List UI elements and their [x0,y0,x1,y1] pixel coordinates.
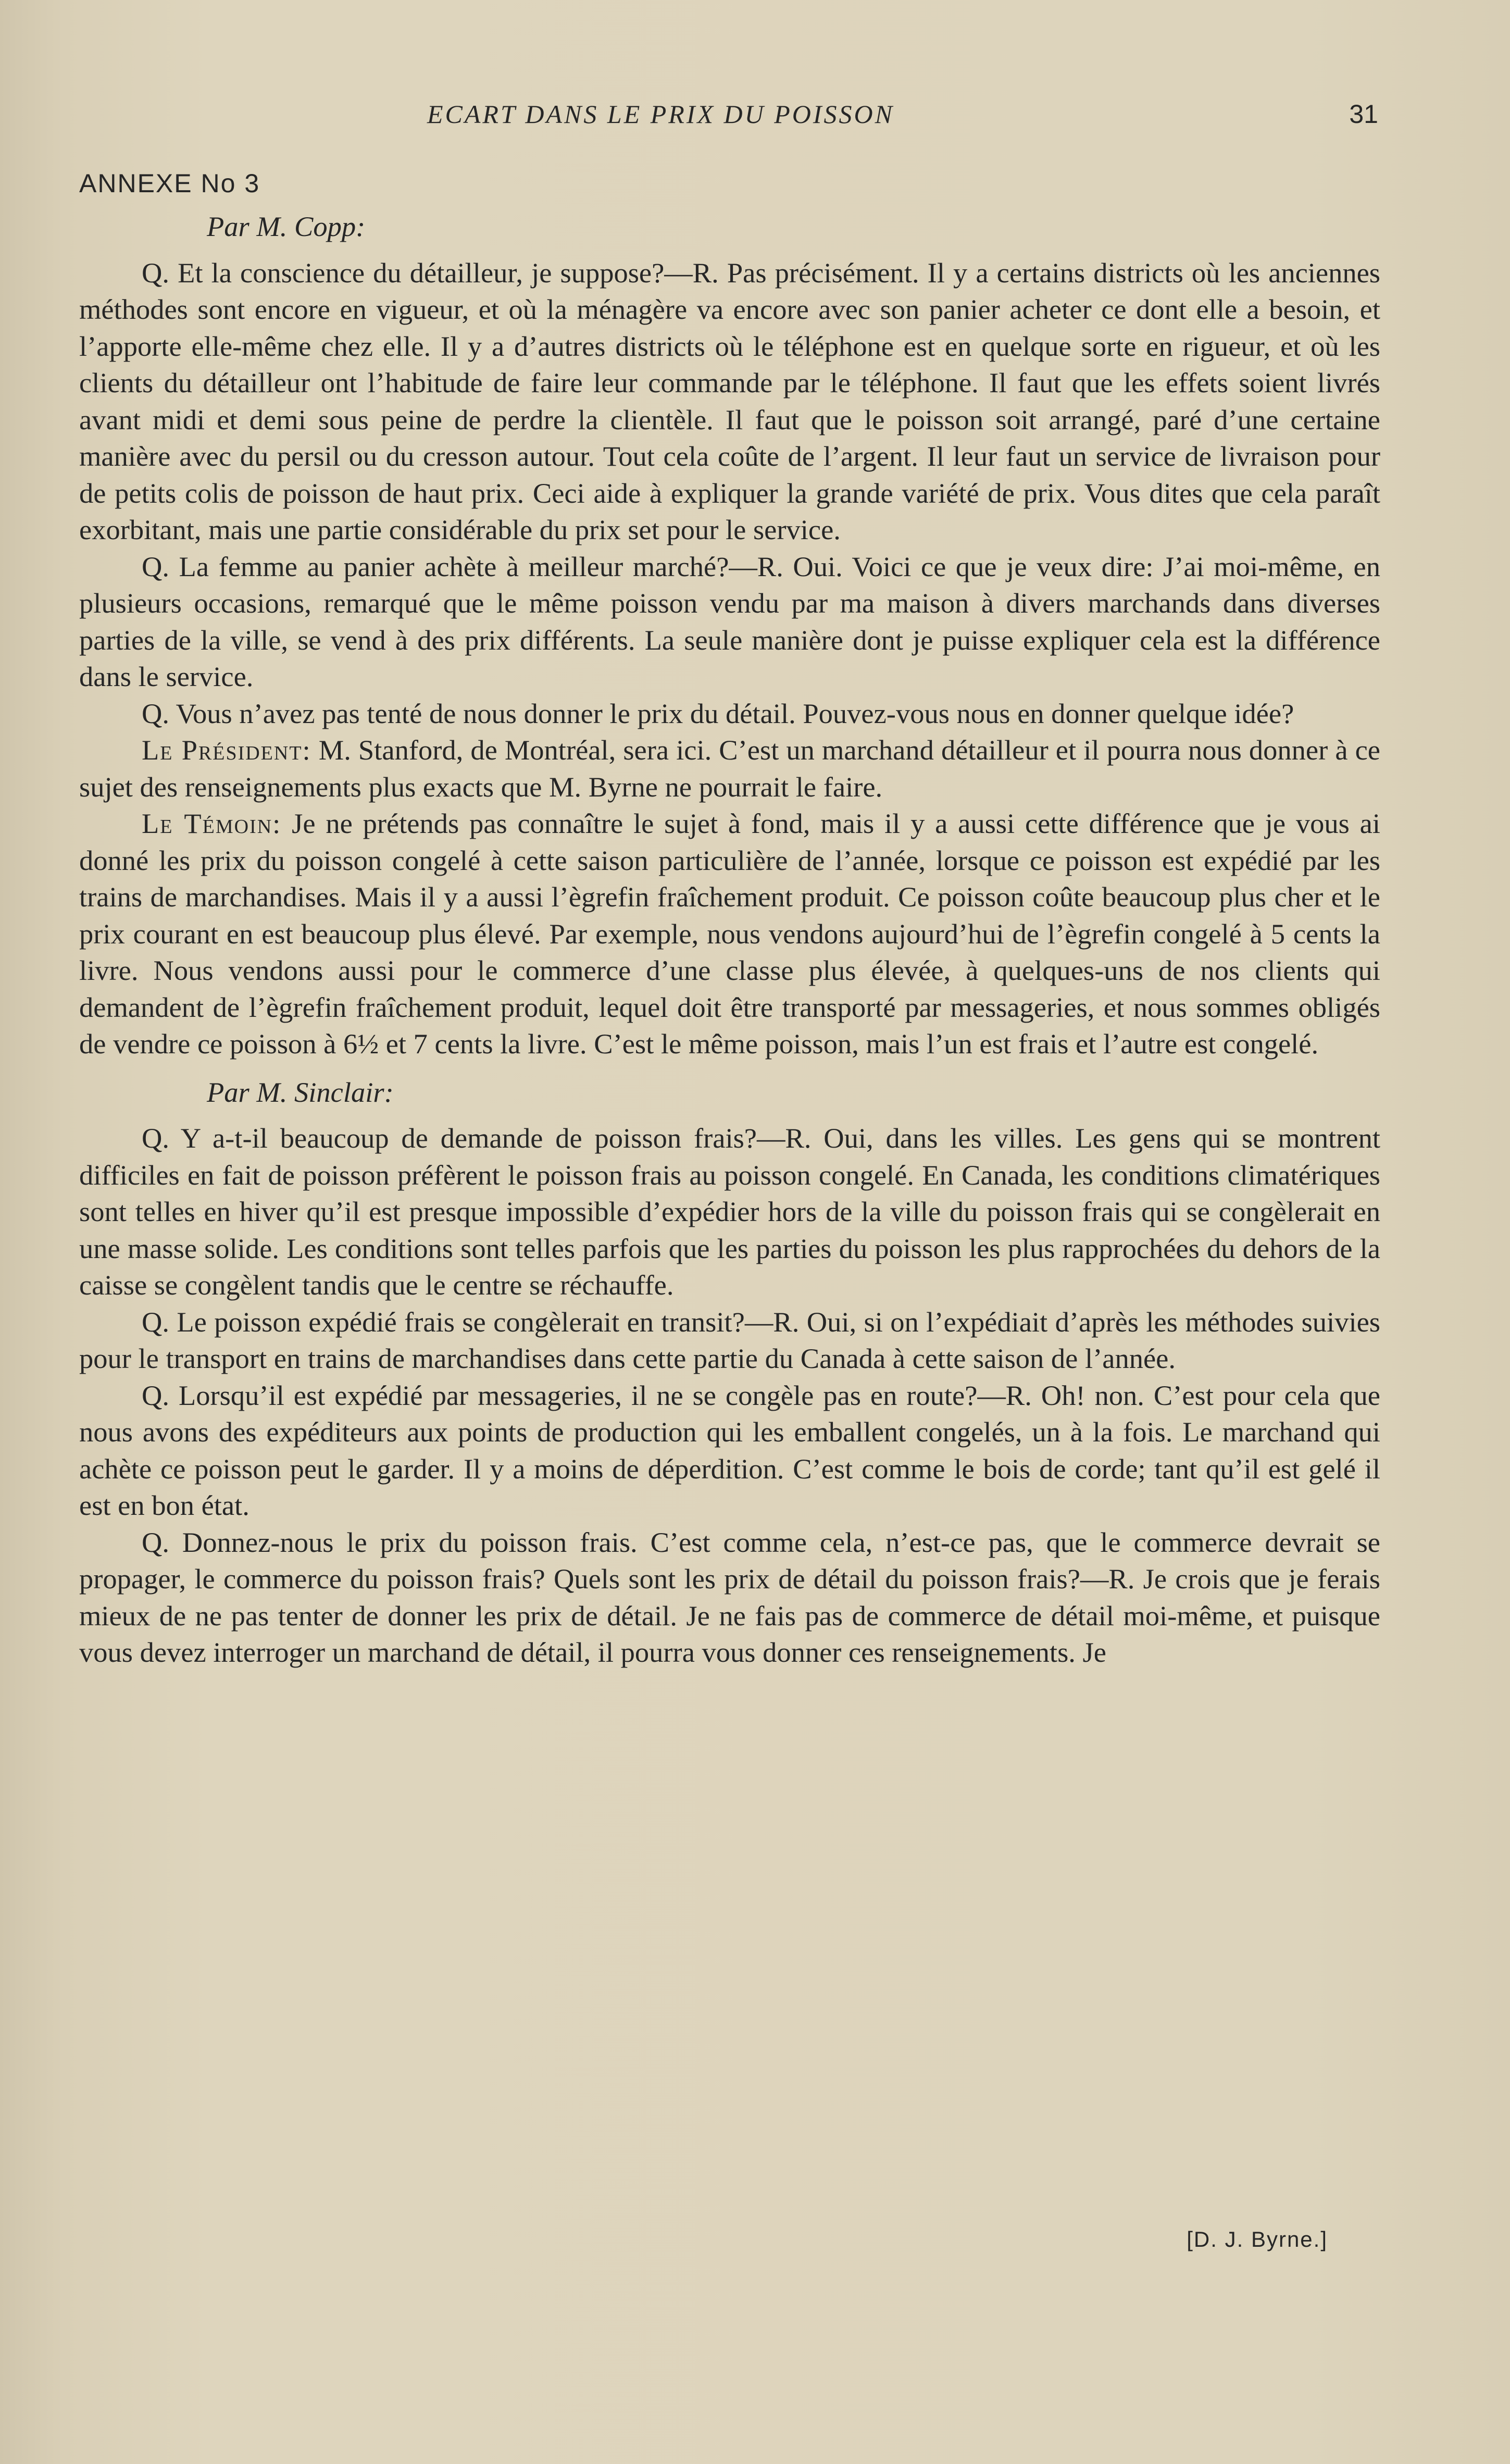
speaker-label: Le Témoin: [142,807,282,839]
paragraph-text: Q. Et la conscience du détailleur, je suppose?—R. Pas précisément. Il y a certains districts où les anciennes méthodes sont encore en vigueur, et où la ménagère va encore avec son panier acheter ce dont elle a besoin, et l’apporte elle-même chez elle. Il y a d’autres districts où le téléphone est en quelque sorte en rigueur, et où les clients du détailleur ont l’habitude de faire leur commande par le téléphone. Il faut que les effets soient livrés avant midi et demi sous peine de perdre la clientèle. Il faut que le poisson soit arrangé, paré d’une certaine manière avec du persil ou du cresson autour. Tout cela coûte de l’argent. Il leur faut un service de livraison pour de petits colis de poisson de haut prix. Ceci aide à expliquer la grande variété de prix. Vous dites que cela paraît exorbitant, mais une partie considérable du prix set pour le service. [79,256,1380,545]
annex-heading: ANNEXE No 3 [79,169,260,198]
paragraph-text: Je ne prétends pas connaître le sujet à fond, mais il y a aussi cette différence que je vous ai donné les prix du poisson congelé à cette saison particulière de l’année, lorsque ce poisson est expédié par les trains de marchandises. Mais il y a aussi l’ègrefin fraîchement produit. Ce poisson coûte beaucoup plus cher et le prix courant en est beaucoup plus élevé. Par exemple, nous vendons aujourd’hui de l’ègrefin congelé à 5 cents la livre. Nous vendons aussi pour le commerce d’une classe plus élevée, à quelques-uns de nos clients qui demandent de l’ègrefin fraîchement produit, lequel doit être transporté par messageries, et nous sommes obligés de vendre ce poisson à 6½ et 7 cents la livre. C’est le même poisson, mais l’un est frais et l’autre est congelé. [79,807,1381,1060]
running-title: ECART DANS LE PRIX DU POISSON [427,99,894,129]
paragraph-text: M. Stanford, de Montréal, sera ici. C’est un marchand détailleur et il pourra nous donner à ce sujet des renseignements plus exacts que M. Byrne ne pourrait le faire. [79,734,1380,803]
examiner-heading: Par M. Copp: [207,210,366,242]
paragraph-text: Q. Vous n’avez pas tenté de nous donner le prix du détail. Pouvez-vous nous en donner quelque idée? [142,697,1294,729]
paragraph [79,732,1380,805]
paragraph [79,1524,1380,1671]
paragraph [79,549,1380,695]
witness-signature: [D. J. Byrne.] [1187,2227,1328,2251]
paragraph-text: Q. Donnez-nous le prix du poisson frais. C’est comme cela, n’est-ce pas, que le commerce devrait se propager, le commerce du poisson frais? Quels sont les prix de détail du poisson frais?—R. Je crois que je ferais mieux de ne pas tenter de donner les prix de détail. Je ne fais pas de commerce de détail moi-même, et puisque vous devez interroger un marchand de détail, il pourra vous donner ces renseignements. Je [79,1526,1380,1668]
running-head [0,99,1510,135]
body-text [79,208,1380,1671]
paragraph [79,255,1380,549]
paragraph-text: Q. Lorsqu’il est expédié par messageries, il ne se congèle pas en route?—R. Oh! non. C’est pour cela que nous avons des expéditeurs aux points de production qui les emballent congelés, un à la fois. Le marchand qui achète ce poisson peut le garder. Il y a moins de déperdition. C’est comme le bois de corde; tant qu’il est gelé il est en bon état. [79,1379,1380,1521]
paragraph-text: Q. Le poisson expédié frais se congèlerait en transit?—R. Oui, si on l’expédiait d’après les méthodes suivies pour le transport en trains de marchandises dans cette partie du Canada à cette saison de l’année. [79,1305,1380,1374]
paragraph [79,805,1380,1063]
paragraph-text: Q. La femme au panier achète à meilleur marché?—R. Oui. Voici ce que je veux dire: J’ai moi-même, en plusieurs occasions, remarqué que le même poisson vendu par ma maison à divers marchands dans diverses parties de la ville, se vend à des prix différents. La seule manière dont je puisse expliquer cela est la différence dans le service. [79,550,1380,692]
paragraph [79,1304,1380,1377]
examiner-heading: Par M. Sinclair: [207,1076,394,1108]
page-number: 31 [1349,99,1378,129]
paragraph [79,695,1380,732]
paragraph-text: Q. Y a-t-il beaucoup de demande de poisson frais?—R. Oui, dans les villes. Les gens qui se montrent difficiles en fait de poisson préfèrent le poisson frais au poisson congelé. En Canada, les conditions climatériques sont telles en hiver qu’il est presque impossible d’expédier hors de la ville du poisson frais qui se congèlerait en une masse solide. Les conditions sont telles parfois que les parties du poisson les plus rapprochées du dehors de la caisse se congèlent tandis que le centre se réchauffe. [79,1122,1380,1301]
paragraph [79,1120,1380,1304]
paragraph [79,1377,1380,1524]
speaker-label: Le Président: [142,734,311,766]
